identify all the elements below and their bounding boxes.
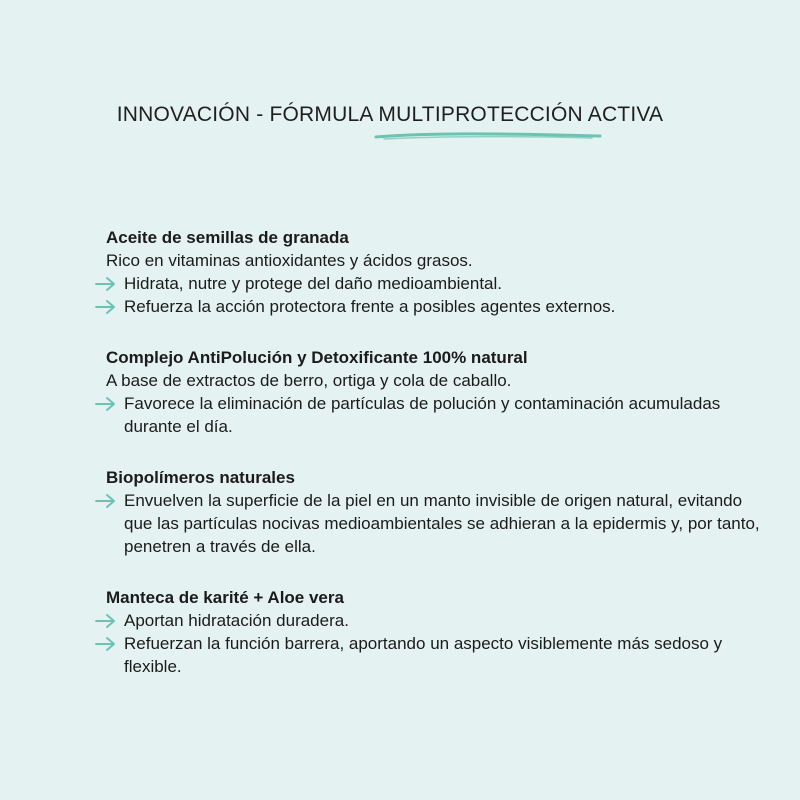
bullet-text: Refuerzan la función barrera, aportando un aspecto visiblemente más sedoso y flexible. [124, 634, 723, 676]
section-granada [90, 226, 770, 318]
bullet-item [90, 489, 770, 558]
arrow-right-icon [94, 299, 118, 315]
section-biopolimeros [90, 466, 770, 558]
ingredients-list [90, 226, 770, 706]
bullet-item [90, 609, 770, 632]
arrow-right-icon [94, 396, 118, 412]
page-title: INNOVACIÓN - FÓRMULA MULTIPROTECCIÓN ACTIVA [116, 103, 664, 126]
section-heading: Complejo AntiPolución y Detoxificante 100% natural [106, 348, 528, 367]
section-antipolucion [90, 346, 770, 438]
arrow-right-icon [94, 276, 118, 292]
arrow-right-icon [94, 493, 118, 509]
bullet-item [90, 632, 770, 678]
bullet-text: Hidrata, nutre y protege del daño medioambiental. [124, 274, 503, 293]
section-heading: Manteca de karité + Aloe vera [106, 588, 344, 607]
bullet-item [90, 272, 770, 295]
section-description: Rico en vitaminas antioxidantes y ácidos grasos. [106, 251, 473, 270]
bullet-item [90, 295, 770, 318]
bullet-text: Aportan hidratación duradera. [124, 611, 349, 630]
section-heading: Biopolímeros naturales [106, 468, 295, 487]
section-karite [90, 586, 770, 678]
arrow-right-icon [94, 636, 118, 652]
bullet-text: Refuerza la acción protectora frente a posibles agentes externos. [124, 297, 616, 316]
section-heading: Aceite de semillas de granada [106, 228, 349, 247]
bullet-text: Envuelven la superficie de la piel en un manto invisible de origen natural, evitando que las partículas nocivas medioambientales se adhieran a la epidermis y, por tanto, penetren a través de ella. [124, 491, 760, 556]
bullet-item [90, 392, 770, 438]
bullet-text: Favorece la eliminación de partículas de polución y contaminación acumuladas durante el día. [124, 394, 721, 436]
section-description: A base de extractos de berro, ortiga y cola de caballo. [106, 371, 512, 390]
title-underline-stroke [374, 130, 602, 142]
arrow-right-icon [94, 613, 118, 629]
